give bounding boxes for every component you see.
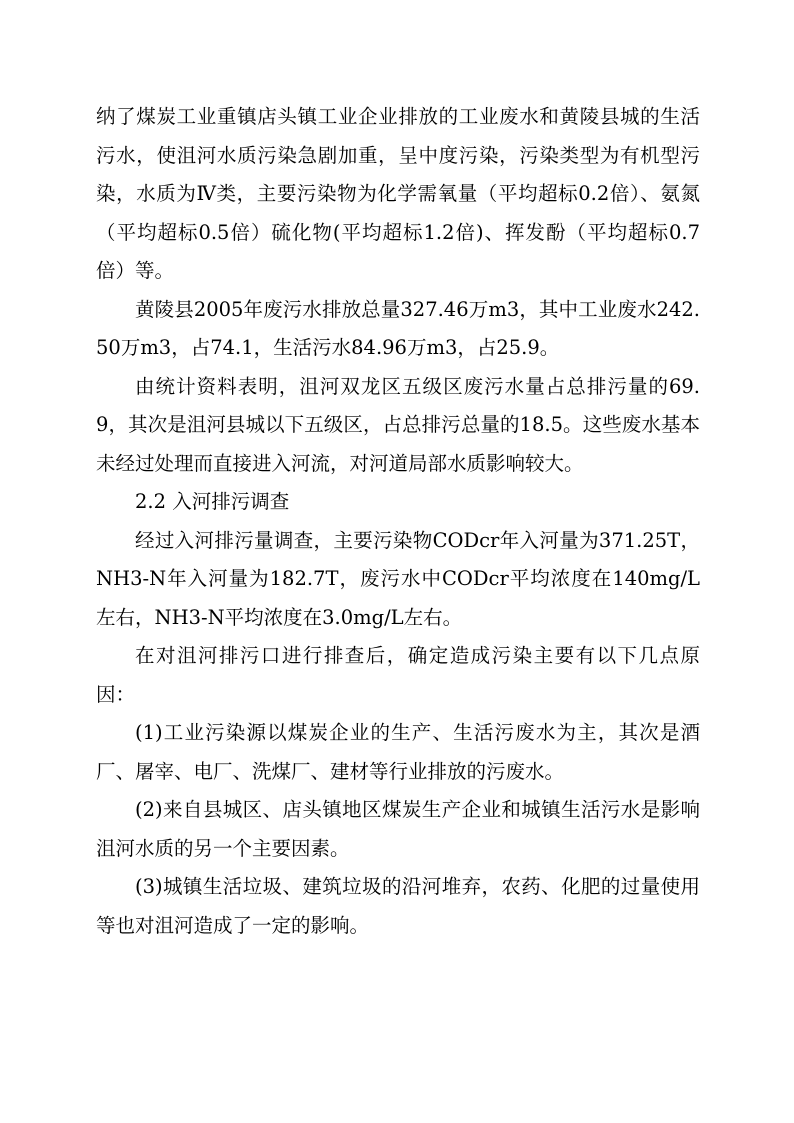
paragraph-causes-intro: 在对沮河排污口进行排查后，确定造成污染主要有以下几点原因： [96, 644, 700, 706]
paragraph-statistics: 由统计资料表明，沮河双龙区五级区废污水量占总排污量的69.9，其次是沮河县城以下五级区，占总排污总量的18.5。这些废水基本未经过处理而直接进入河流，对河道局部水质影响较大。 [96, 374, 700, 475]
paragraph-survey-results: 经过入河排污量调查，主要污染物CODcr年入河量为371.25T，NH3-N年入河量为182.7T，废污水中CODcr平均浓度在140mg/L左右，NH3-N平均浓度在3.0mg/L左右。 [96, 528, 700, 629]
list-item-cause-1: (1)工业污染源以煤炭企业的生产、生活污废水为主，其次是酒厂、屠宰、电厂、洗煤厂、建材等行业排放的污废水。 [96, 721, 700, 783]
paragraph-pollution-summary: 纳了煤炭工业重镇店头镇工业企业排放的工业废水和黄陵县城的生活污水，使沮河水质污染急剧加重，呈中度污染，污染类型为有机型污染，水质为Ⅳ类，主要污染物为化学需氧量（平均超标0.2倍）、氨氮（平均超标0.5倍）硫化物(平均超标1.2倍)、挥发酚（平均超标0.7倍）等。 [96, 105, 700, 282]
section-heading: 2.2 入河排污调查 [135, 490, 290, 513]
list-item-cause-3: (3)城镇生活垃圾、建筑垃圾的沿河堆弃，农药、化肥的过量使用等也对沮河造成了一定的影响。 [96, 875, 700, 937]
paragraph-discharge-totals: 黄陵县2005年废污水排放总量327.46万m3，其中工业废水242.50万m3，占74.1，生活污水84.96万m3，占25.9。 [96, 297, 700, 359]
list-item-cause-2: (2)来自县城区、店头镇地区煤炭生产企业和城镇生活污水是影响沮河水质的另一个主要因素。 [96, 798, 700, 860]
document-body [96, 98, 700, 945]
